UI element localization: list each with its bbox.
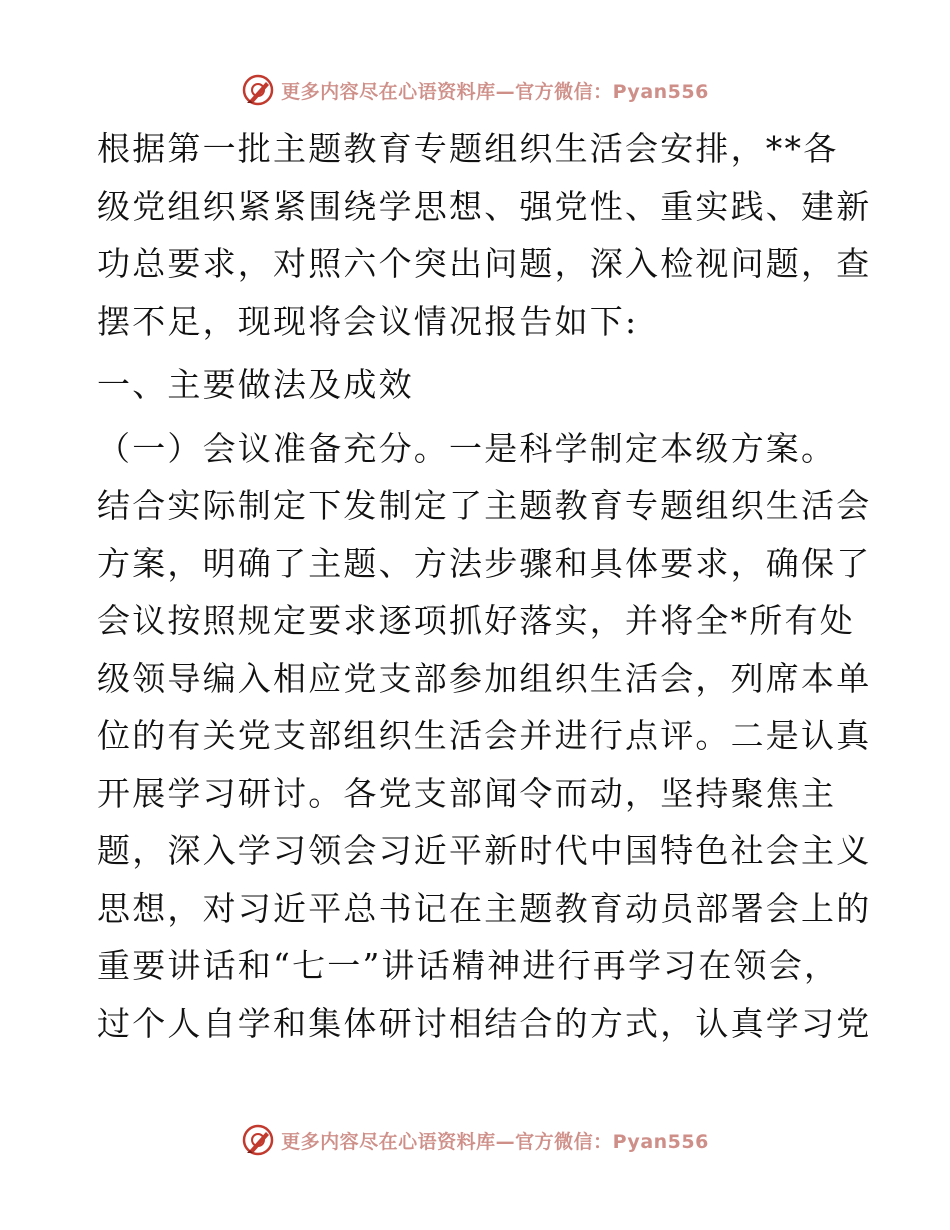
text-line: 根据第一批主题教育专题组织生活会安排，**各 [97, 129, 839, 168]
text-line: 方案，明确了主题、方法步骤和具体要求，确保了 [97, 543, 872, 583]
document-body [97, 120, 872, 1052]
text-line: 开展学习研讨。各党支部闻令而动，坚持聚焦主 [97, 773, 837, 813]
text-line: 题，深入学习领会习近平新时代中国特色社会主义 [97, 831, 872, 870]
text-line: 会议按照规定要求逐项抓好落实，并将全*所有处 [97, 601, 855, 640]
watermark-footer [0, 1120, 950, 1160]
text-line: 过个人自学和集体研讨相结合的方式，认真学习党 [97, 1003, 872, 1043]
text-line: 级领导编入相应党支部参加组织生活会，列席本单 [97, 658, 872, 698]
paragraph-meeting-prep [97, 420, 872, 1053]
text-line: 级党组织紧紧围绕学思想、强党性、重实践、建新 [97, 186, 872, 226]
text-line: 重要讲话和“七一”讲话精神进行再学习在领会， [97, 946, 840, 985]
section-heading: 一、主要做法及成效 [97, 365, 414, 404]
pen-logo-icon [241, 73, 275, 107]
watermark-text: 更多内容尽在心语资料库—官方微信：Pyan556 [281, 80, 709, 103]
text-line: 摆不足，现现将会议情况报告如下: [97, 301, 639, 341]
watermark-header [0, 70, 950, 110]
pen-logo-icon [241, 1123, 275, 1157]
watermark-text: 更多内容尽在心语资料库—官方微信：Pyan556 [281, 1130, 709, 1153]
text-line: 思想，对习近平总书记在主题教育动员部署会上的 [97, 888, 872, 928]
paragraph-intro [97, 120, 872, 350]
text-line: （一）会议准备充分。一是科学制定本级方案。 [97, 428, 837, 468]
text-line: 功总要求，对照六个突出问题，深入检视问题，查 [97, 244, 872, 283]
text-line: 位的有关党支部组织生活会并进行点评。二是认真 [97, 716, 872, 755]
text-line: 结合实际制定下发制定了主题教育专题组织生活会 [97, 486, 872, 525]
